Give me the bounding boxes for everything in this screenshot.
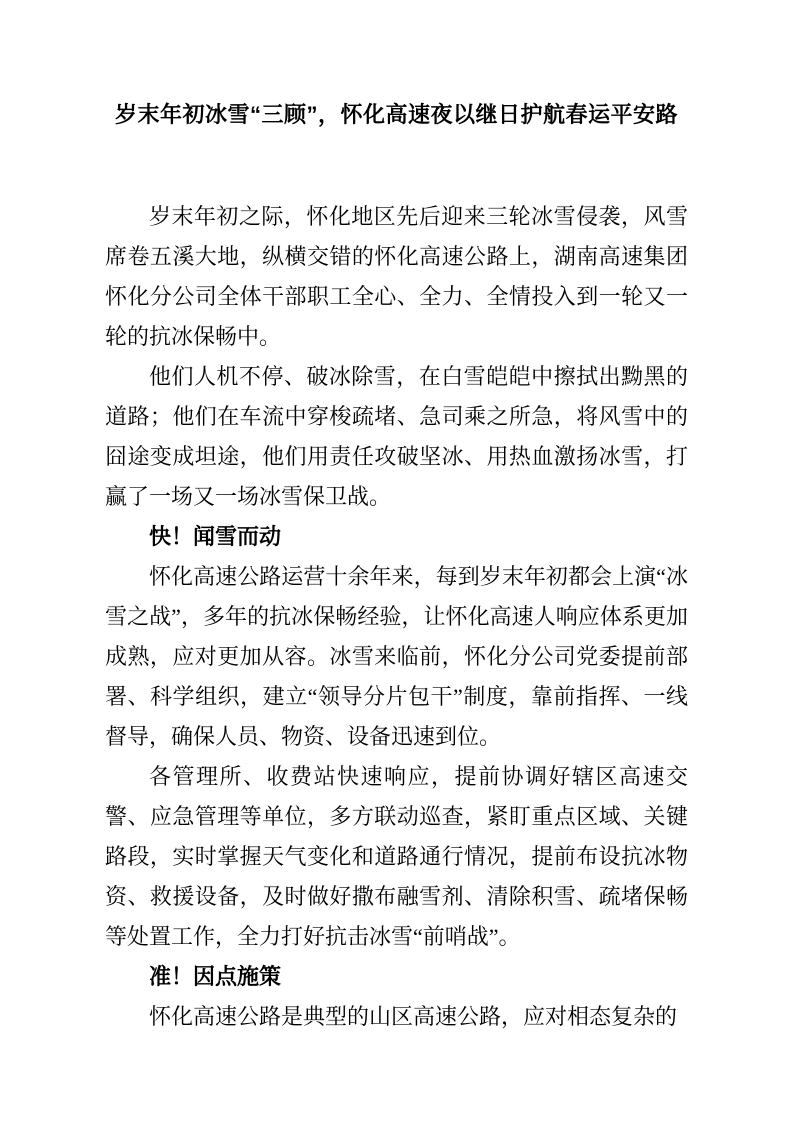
paragraph-effort: 他们人机不停、破冰除雪，在白雪皑皑中擦拭出黝黑的道路；他们在车流中穿梭疏堵、急司乘之所急，将风雪中的囧途变成坦途，他们用责任攻破坚冰、用热血激扬冰雪，打赢了一场又一场冰雪保卫战。 (105, 364, 688, 509)
paragraph-response: 怀化高速公路运营十余年来，每到岁末年初都会上演“冰雪之战”，多年的抗冰保畅经验，让怀化高速人响应体系更加成熟，应对更加从容。冰雪来临前，怀化分公司党委提前部署、科学组织，建立“领导分片包干”制度，靠前指挥、一线督导，确保人员、物资、设备迅速到位。 (105, 564, 688, 749)
paragraph-mountain-road: 怀化高速公路是典型的山区高速公路，应对相态复杂的 (149, 1004, 678, 1029)
section-heading-fast: 快！闻雪而动 (149, 524, 282, 549)
section-heading-precise: 准！因点施策 (149, 964, 282, 989)
paragraph-stations: 各管理所、收费站快速响应，提前协调好辖区高速交警、应急管理等单位，多方联动巡查，紧盯重点区域、关键路段，实时掌握天气变化和道路通行情况，提前布设抗冰物资、救援设备，及时做好撒布融雪剂、清除积雪、疏堵保畅等处置工作，全力打好抗击冰雪“前哨战”。 (105, 764, 688, 949)
paragraph-intro: 岁末年初之际，怀化地区先后迎来三轮冰雪侵袭，风雪席卷五溪大地，纵横交错的怀化高速公路上，湖南高速集团怀化分公司全体干部职工全心、全力、全情投入到一轮又一轮的抗冰保畅中。 (105, 204, 688, 349)
document-title: 岁末年初冰雪“三顾”，怀化高速夜以继日护航春运平安路 (114, 102, 678, 127)
document-body (105, 197, 688, 1037)
